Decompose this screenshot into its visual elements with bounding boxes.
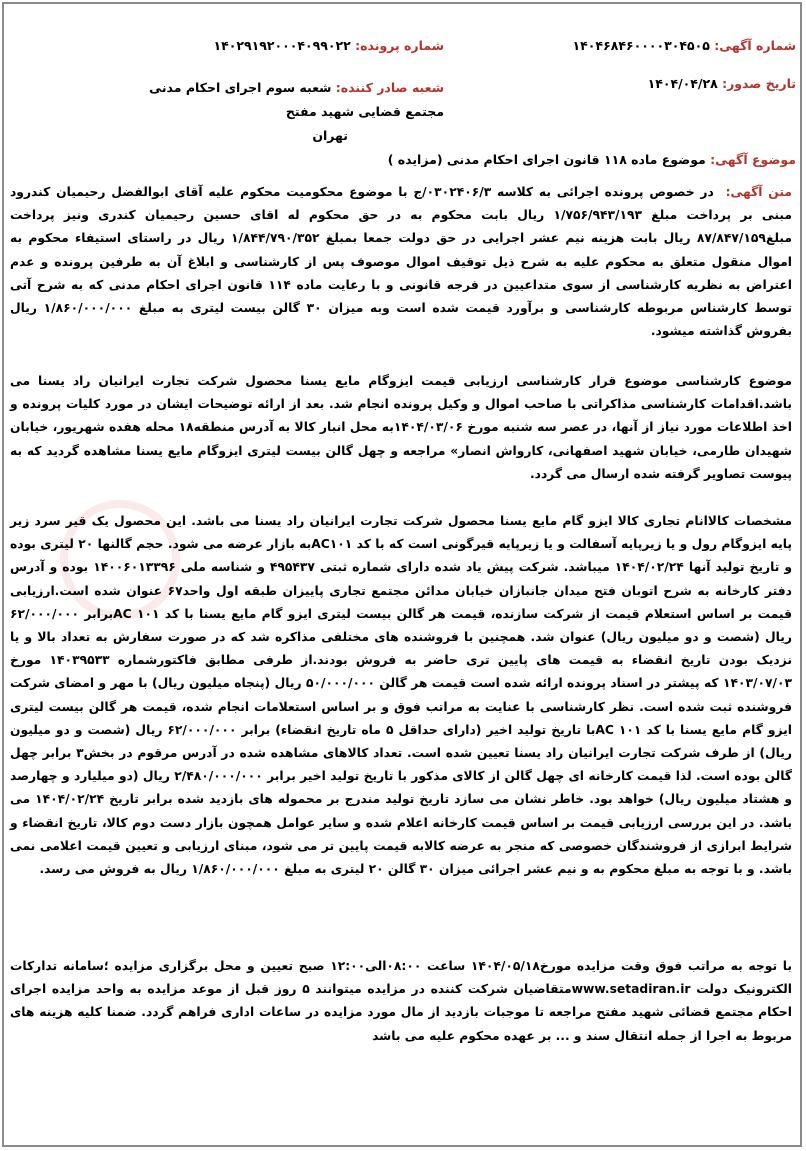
body-label: متن آگهی:: [725, 185, 792, 199]
case-number-label: شماره پرونده:: [355, 38, 444, 53]
body-paragraph-2: موضوع کارشناسی موضوع قرار کارشناسی ارزیابی قیمت ایزوگام مایع یسنا محصول شرکت تجارت ایرانیان راد یسنا می باشد.اقدامات کارشناسی مذاکراتی با صاحب اموال و وکیل پرونده انجام شد. بعد از ارائه توضیحات ایشان در مورد کلیات پرونده و اخذ اطلاعات مورد نیاز از آنها، در عصر سه شنبه مورخ ۱۴۰۴/۰۳/۰۶به محل انبار کالا به آدرس منطقه۱۸ محله هفده شهریور، خیابان شهیدان طارمی، خیابان شهید اصفهانی، کاروا‌ش انصار» مراجعه و چهل گالن بیست لیتری ایزوگام مایع یسنا مشاهده گردید که به پیوست تصاویر گرفته شده ارسال می گردد.: [10, 374, 792, 481]
subject-label: موضوع آگهی:: [710, 152, 796, 167]
subject-text: موضوع ماده ۱۱۸ قانون اجرای احکام مدنی (مزایده ): [387, 152, 706, 167]
issue-date: [648, 76, 796, 91]
issuer-line1: شعبه سوم اجرای احکام مدنی مجتمع قضایی شهید مفتح: [149, 80, 444, 119]
issuer-line2: تهران: [312, 128, 348, 143]
issuer-label: شعبه صادر کننده:: [335, 80, 444, 95]
ad-number-value: ۱۴۰۴۶۸۴۶۰۰۰۰۳۰۴۵۰۵: [572, 38, 710, 53]
body-paragraph-1-text: در خصوص پرونده اجرائی به کلاسه ۰۳۰۲۴۰۶/۳/ج با موضوع محکومیت محکوم علیه آقای ابوالفضل رحیمیان کندرود مبنی بر پرداخت مبلغ ۱/۷۵۶/۹۴۳/۱۹۳ ریال بابت محکوم به در حق محکوم له اقای حسین رحیمیان کندری ونیز پرداخت مبلغ۸۷/۸۴۷/۱۵۹ ریال بابت هزینه نیم عشر اجرایی در حق دولت جمعا بمبلغ ۱/۸۴۴/۷۹۰/۳۵۲ ریال در راستای استیفاء محکوم به اموال منقول متعلق به محکوم علیه به شرح ذیل توقیف اموال موصوف پس از کارشناسی و ابلاغ آن به طرفین پرونده و عدم اعتراض به نظریه کارشناسی از سوی متداعیین در فرجه قانونی و با رعایت ماده ۱۱۴ قانون اجرای احکام مدنی که به شرح آتی توسط کارشناس مربوطه کارشناسی و برآورد قیمت شده است وبه میزان ۳۰ گالن بیست لیتری به مبلغ ۱/۸۶۰/۰۰۰/۰۰۰ ریال بفروش گذاشته میشود.: [10, 185, 793, 339]
body-paragraph-4: با توجه به مراتب فوق وقت مزایده مورخ۱۴۰۴/۰۵/۱۸ ساعت ۰۸:۰۰الی۱۲:۰۰ صبح تعیین و محل برگزاری مزایده ؛سامانه تدارکات الکترونیک دولت www.setadiran.irمتقاضیان شرکت کننده در مزایده میتوانند ۵ روز قبل از موعد مزایده به واحد مزایده اجرای احکام مجتمع قضائی شهید مفتح مراجعه تا موجبات بازدید از مال مورد مزایده در ساعات اداری فراهم گردد. ضمنا کلیه هزینه های مربوط به اجرا از جمله انتقال سند و ... بر عهده محکوم علیه می باشد: [10, 959, 792, 1043]
issuer: [114, 76, 444, 148]
issue-date-label: تاریخ صدور:: [722, 76, 796, 91]
ad-number-label: شماره آگهی:: [714, 38, 796, 53]
issue-date-value: ۱۴۰۴/۰۴/۲۸: [647, 76, 718, 91]
case-number-value: ۱۴۰۲۹۱۹۲۰۰۰۴۰۹۹۰۲۲: [213, 38, 351, 53]
case-number: [213, 38, 444, 53]
ad-number: [573, 38, 796, 53]
body-paragraph-3: مشخصات کالاانام تجاری کالا ایزو گام مایع یسنا محصول شرکت تجارت ایرانیان راد یسنا می باشد. این محصول یک قیر سرد زیر پایه ایزوگام رول و یا زیرپایه آسفالت و یا زیرپایه قیرگونی است که با کد AC۱۰۱به بازار عرضه می شود. حجم گالنها ۲۰ لیتری بوده و تاریخ تولید آنها ۱۴۰۴/۰۲/۲۴ میباشد. شرکت پیش یاد شده دارای شماره ثبتی ۴۹۵۴۳۷ و شناسه ملی ۱۴۰۰۶۰۱۳۳۹۶ بوده و آدرس دفتر کارخانه به شرح اتوبان فتح میدان جانبازان خیابان مدائن مجتمع تجاری پاییزان طبقه اول واحد۶۷ عنوان شده است.ارزیابی قیمت بر اساس استعلام قیمت از شرکت سازنده، قیمت هر گالن بیست لیتری ایزو گام مایع یسنا با کد AC ۱۰۱برابر ۶۲/۰۰۰/۰۰۰ ریال (شصت و دو میلیون ریال) عنوان شد. همچنین با فروشنده های مختلفی مذاکره شد که در صورت سفارش به تعداد بالا و یا نزدیک بودن تاریخ انقضاء به قیمت های پایین تری حاضر به فروش بودند.از طرفی مطابق فاکتورشماره ۱۴۰۳۹۵۳۳ مورخ ۱۴۰۳/۰۷/۰۳ که پیشتر در اسناد پرونده ارائه شده است قیمت هر گالن ۵۰/۰۰۰/۰۰۰ ریال (پنجاه میلیون ریال) با مهر و امضای شرکت فروشنده ثبت شده است. نظر کارشناسی با عنایت به مراتب فوق و بر اساس استعلامات انجام شده، قیمت هر گالن بیست لیتری ایزو گام مایع یسنا با کد AC ۱۰۱با تاریخ تولید اخیر (دارای حداقل ۵ ماه تاریخ انقضاء) برابر ۶۲/۰۰۰/۰۰۰ ریال (شصت و دو میلیون ریال) از طرف شرکت تجارت ایرانیان راد یسنا تعیین شده است. تعداد کالاهای مشاهده شده در آدرس مرقوم در بخش۳ برابر چهل گالن بوده است. لذا قیمت کارخانه ای چهل گالن از کالای مذکور با تاریخ تولید اخیر برابر ۲/۴۸۰/۰۰۰/۰۰۰ ریال (دو میلیارد و چهارصد و هشتاد میلیون ریال) خواهد بود. خاطر نشان می سازد تاریخ تولید مندرج بر محموله های بازدید شده برابر تاریخ ۱۴۰۴/۰۲/۲۴ می باشد. در این بررسی ارزیابی قیمت بر اساس قیمت کارخانه اعلام شده و سایر عوامل همچون بازار دست دوم کالا، تاریخ انقضاء و شرایط ابرازی از فروشندگان خصوصی که منجر به عرضه کالابه قیمت پایین تر می شود، مبنای ارزیابی و تعیین قیمت اعلامی نمی باشد. و با توجه به مبلغ محکوم به و نیم عشر اجرائی میزان ۳۰ گالن ۲۰ لیتری به مبلغ ۱/۸۶۰/۰۰۰/۰۰۰ ریال به فروش می رسد.: [10, 514, 793, 877]
body-paragraph-1: [10, 181, 792, 343]
subject: [388, 152, 796, 167]
